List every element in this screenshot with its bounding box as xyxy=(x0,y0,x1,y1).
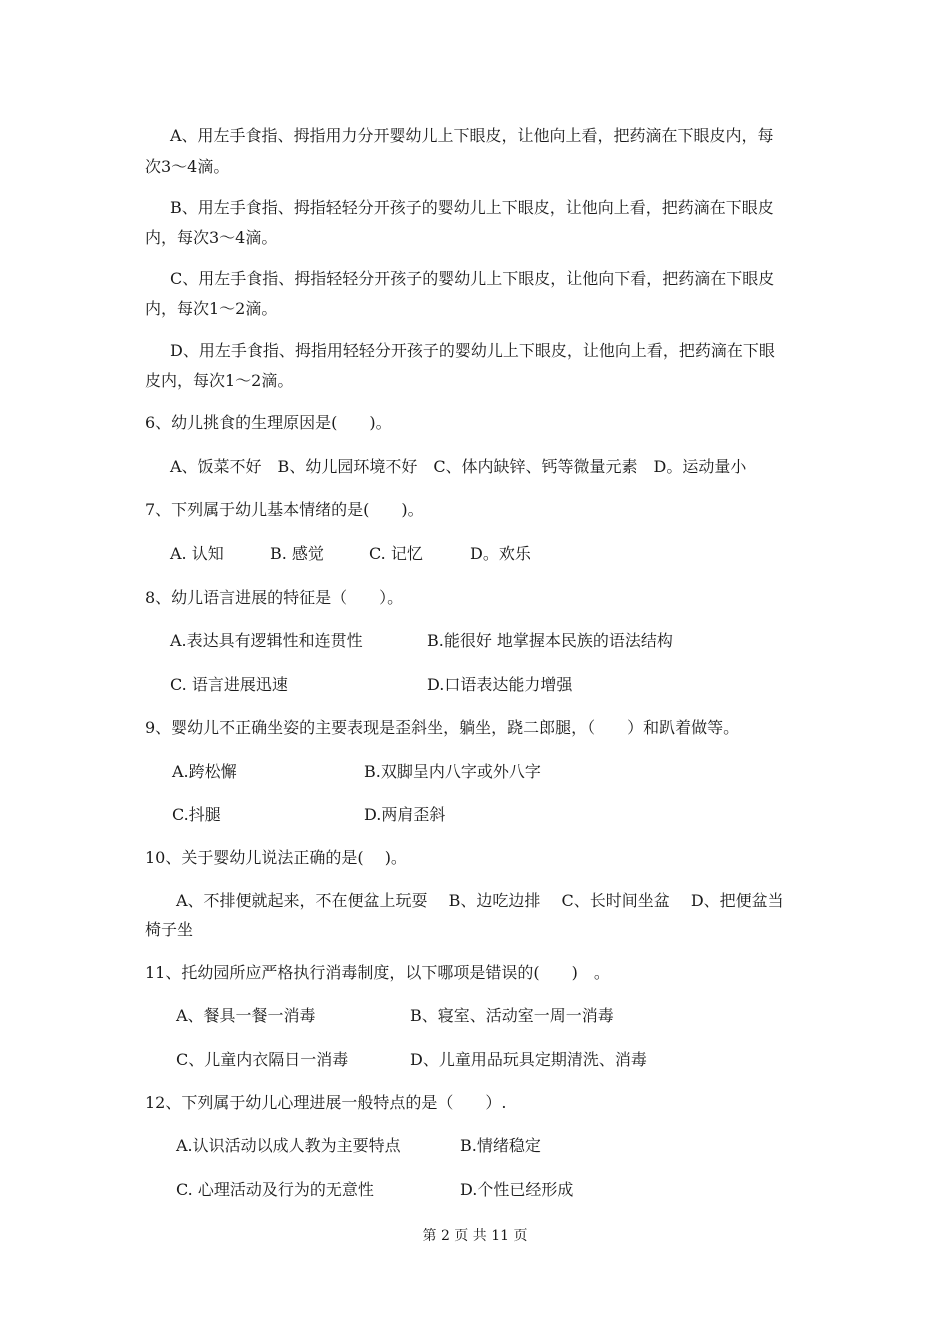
q8-option-c: C. 语言进展迅速 xyxy=(170,675,288,694)
q9-option-c: C.抖腿 xyxy=(172,805,221,824)
q5-option-a-line1: A、用左手食指、拇指用力分开婴幼儿上下眼皮，让他向上看，把药滴在下眼皮内，每 xyxy=(170,126,774,145)
q12-option-b: B.情绪稳定 xyxy=(460,1136,541,1155)
q9-question: 9、婴幼儿不正确坐姿的主要表现是歪斜坐，躺坐，跷二郎腿，（ ）和趴着做等。 xyxy=(145,718,740,737)
q5-option-c-line2: 内，每次1～2滴。 xyxy=(145,299,278,318)
q12-options-row1 xyxy=(176,1134,736,1158)
q7-options xyxy=(170,542,570,566)
q11-option-a: A、餐具一餐一消毒 xyxy=(176,1006,316,1025)
q9-options-row1 xyxy=(172,760,732,784)
q7-question: 7、下列属于幼儿基本情绪的是( )。 xyxy=(145,500,424,519)
q11-option-b: B、寝室、活动室一周一消毒 xyxy=(410,1006,614,1025)
q6-options: A、饭菜不好 B、幼儿园环境不好 C、体内缺锌、钙等微量元素 D。运动量小 xyxy=(170,457,747,476)
q5-option-d-line1: D、用左手食指、拇指用轻轻分开孩子的婴幼儿上下眼皮，让他向上看，把药滴在下眼 xyxy=(170,341,775,360)
q9-option-b: B.双脚呈内八字或外八字 xyxy=(364,762,541,781)
page-number-footer: 第 2 页 共 11 页 xyxy=(422,1228,528,1244)
q5-option-a-line2: 次3～4滴。 xyxy=(145,157,230,176)
q11-options-row2 xyxy=(176,1048,736,1072)
q5-option-b-line1: B、用左手食指、拇指轻轻分开孩子的婴幼儿上下眼皮，让他向上看，把药滴在下眼皮 xyxy=(170,198,774,217)
q8-options-row2 xyxy=(170,673,730,697)
q7-option-d: D。欢乐 xyxy=(470,544,531,563)
q8-question: 8、幼儿语言进展的特征是（ ）。 xyxy=(145,588,404,607)
q8-option-b: B.能很好 地掌握本民族的语法结构 xyxy=(427,631,673,650)
q5-option-c-line1: C、用左手食指、拇指轻轻分开孩子的婴幼儿上下眼皮，让他向下看，把药滴在下眼皮 xyxy=(170,269,775,288)
q12-question: 12、下列属于幼儿心理进展一般特点的是（ ）. xyxy=(145,1093,507,1112)
q11-option-d: D、儿童用品玩具定期清洗、消毒 xyxy=(410,1050,647,1069)
q11-options-row1 xyxy=(176,1004,736,1028)
q7-option-a: A. 认知 xyxy=(170,544,224,563)
q6-question: 6、幼儿挑食的生理原因是( )。 xyxy=(145,413,392,432)
q7-option-b: B. 感觉 xyxy=(270,544,324,563)
q12-options-row2 xyxy=(176,1178,736,1202)
q11-option-c: C、儿童内衣隔日一消毒 xyxy=(176,1050,349,1069)
q8-option-d: D.口语表达能力增强 xyxy=(427,675,573,694)
q12-option-a: A.认识活动以成人教为主要特点 xyxy=(176,1136,401,1155)
q12-option-c: C. 心理活动及行为的无意性 xyxy=(176,1180,374,1199)
q10-options-line1: A、不排便就起来，不在便盆上玩耍 B、边吃边排 C、长时间坐盆 D、把便盆当 xyxy=(176,891,784,910)
q11-question: 11、托幼园所应严格执行消毒制度，以下哪项是错误的( ) 。 xyxy=(145,963,610,982)
q5-option-b-line2: 内，每次3～4滴。 xyxy=(145,228,278,247)
q8-options-row1 xyxy=(170,629,730,653)
q7-option-c: C. 记忆 xyxy=(369,544,423,563)
q10-question: 10、关于婴幼儿说法正确的是( )。 xyxy=(145,848,407,867)
q12-option-d: D.个性已经形成 xyxy=(460,1180,574,1199)
q8-option-a: A.表达具有逻辑性和连贯性 xyxy=(170,631,363,650)
q9-options-row2 xyxy=(172,803,732,827)
q9-option-a: A.跨松懈 xyxy=(172,762,237,781)
q5-option-d-line2: 皮内，每次1～2滴。 xyxy=(145,371,294,390)
q9-option-d: D.两肩歪斜 xyxy=(364,805,446,824)
q10-options-line2: 椅子坐 xyxy=(145,920,194,939)
